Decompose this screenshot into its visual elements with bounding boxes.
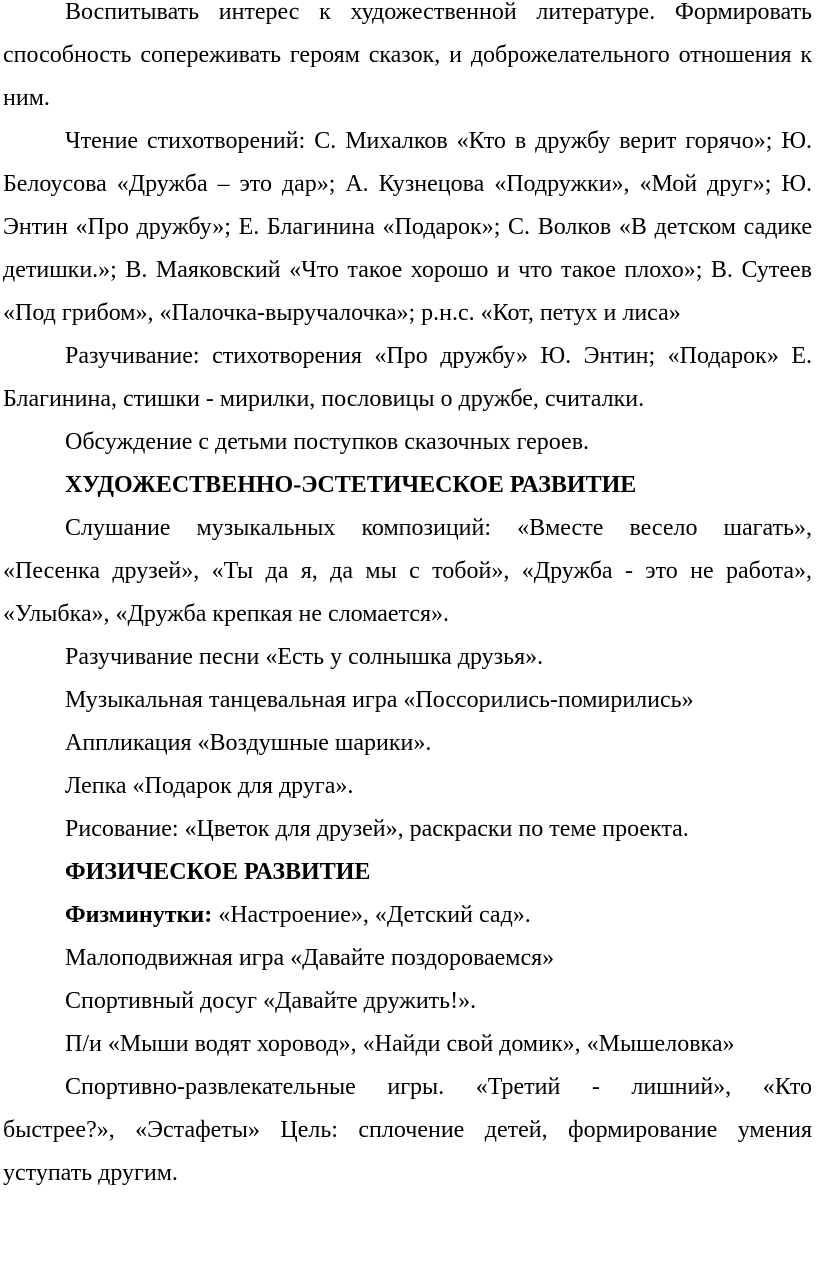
- text-line: [3, 507, 812, 550]
- paragraph: [3, 980, 812, 1023]
- text-line: [3, 249, 812, 292]
- text-segment: Малоподвижная игра «Давайте поздороваемся»: [65, 945, 555, 971]
- text-segment: Разучивание песни «Есть у солнышка друзья».: [65, 644, 544, 670]
- text-segment: Музыкальная танцевальная игра «Поссорились-помирились»: [65, 687, 694, 713]
- text-segment: Чтение стихотворений: С. Михалков «Кто в дружбу верит горячо»; Ю.: [65, 128, 812, 154]
- paragraph: [3, 636, 812, 679]
- text-line: [3, 722, 812, 765]
- text-line: [3, 0, 812, 34]
- paragraph: [3, 722, 812, 765]
- text-segment: «Песенка друзей», «Ты да я, да мы с тобой», «Дружба - это не работа»,: [3, 558, 812, 584]
- paragraph: [3, 937, 812, 980]
- text-line: [3, 593, 812, 636]
- text-segment: Обсуждение с детьми поступков сказочных героев.: [65, 429, 590, 455]
- text-segment: Благинина, стишки - мирилки, пословицы о дружбе, считалки.: [3, 386, 645, 412]
- text-segment: способность сопереживать героям сказок, и доброжелательного отношения к: [3, 42, 812, 68]
- text-line: [3, 894, 812, 937]
- text-line: [3, 636, 812, 679]
- paragraph: [3, 894, 812, 937]
- text-segment: ним.: [3, 85, 50, 111]
- text-segment: Энтин «Про дружбу»; Е. Благинина «Подарок»; С. Волков «В детском садике: [3, 214, 812, 240]
- text-segment: П/и «Мыши водят хоровод», «Найди свой домик», «Мышеловка»: [65, 1031, 735, 1057]
- text-segment: «Под грибом», «Палочка-выручалочка»; р.н.с. «Кот, петух и лиса»: [3, 300, 681, 326]
- text-line: [3, 206, 812, 249]
- heading-line: [3, 464, 812, 507]
- text-segment: «Настроение», «Детский сад».: [218, 902, 531, 928]
- text-segment: Слушание музыкальных композиций: «Вместе весело шагать»,: [65, 515, 812, 541]
- text-segment: Разучивание: стихотворения «Про дружбу» Ю. Энтин; «Подарок» Е.: [65, 343, 812, 369]
- text-segment: Лепка «Подарок для друга».: [65, 773, 354, 799]
- text-line: [3, 1066, 812, 1109]
- paragraph: [3, 120, 812, 335]
- text-segment: Рисование: «Цветок для друзей», раскраски по теме проекта.: [65, 816, 689, 842]
- text-line: [3, 421, 812, 464]
- text-line: [3, 679, 812, 722]
- text-segment: детишки.»; В. Маяковский «Что такое хорошо и что такое плохо»; В. Сутеев: [3, 257, 812, 283]
- text-segment: Спортивный досуг «Давайте дружить!».: [65, 988, 477, 1014]
- text-line: [3, 335, 812, 378]
- text-line: [3, 292, 812, 335]
- heading-line: [3, 851, 812, 894]
- paragraph: [3, 507, 812, 636]
- paragraph: [3, 421, 812, 464]
- text-segment: «Улыбка», «Дружба крепкая не сломается».: [3, 601, 450, 627]
- text-line: [3, 34, 812, 77]
- paragraph: [3, 808, 812, 851]
- text-line: [3, 163, 812, 206]
- paragraph: [3, 679, 812, 722]
- text-line: [3, 1152, 812, 1195]
- text-segment: уступать другим.: [3, 1160, 178, 1186]
- text-line: [3, 1023, 812, 1066]
- bold-text-segment: Физминутки:: [65, 902, 219, 928]
- text-segment: Воспитывать интерес к художественной литературе. Формировать: [65, 0, 812, 25]
- paragraph: [3, 1066, 812, 1195]
- text-line: [3, 1109, 812, 1152]
- text-segment: быстрее?», «Эстафеты» Цель: сплочение детей, формирование умения: [3, 1117, 812, 1143]
- text-line: [3, 77, 812, 120]
- paragraph: [3, 335, 812, 421]
- text-line: [3, 808, 812, 851]
- paragraph: [3, 0, 812, 120]
- bold-text-segment: ФИЗИЧЕСКОЕ РАЗВИТИЕ: [65, 859, 371, 885]
- text-line: [3, 980, 812, 1023]
- text-line: [3, 937, 812, 980]
- text-line: [3, 550, 812, 593]
- paragraph: [3, 1023, 812, 1066]
- text-line: [3, 378, 812, 421]
- bold-text-segment: ХУДОЖЕСТВЕННО-ЭСТЕТИЧЕСКОЕ РАЗВИТИЕ: [65, 472, 637, 498]
- text-segment: Белоусова «Дружба – это дар»; А. Кузнецова «Подружки», «Мой друг»; Ю.: [3, 171, 812, 197]
- text-segment: Спортивно-развлекательные игры. «Третий - лишний», «Кто: [65, 1074, 812, 1100]
- text-line: [3, 765, 812, 808]
- text-segment: Аппликация «Воздушные шарики».: [65, 730, 432, 756]
- section-heading: [3, 464, 812, 507]
- section-heading: [3, 851, 812, 894]
- text-line: [3, 120, 812, 163]
- paragraph: [3, 765, 812, 808]
